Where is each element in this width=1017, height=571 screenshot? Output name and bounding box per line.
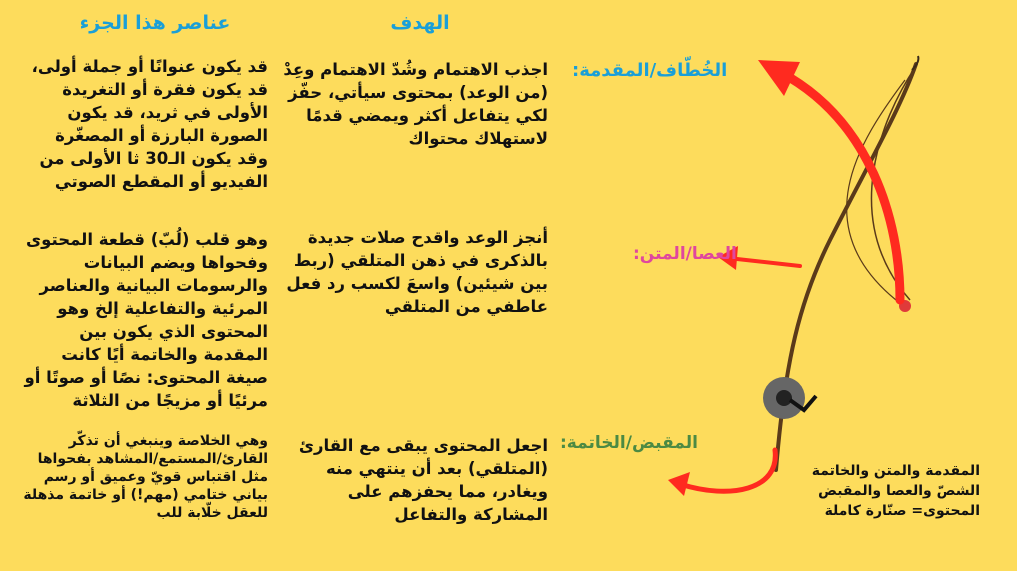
hook-label: الخُطّاف/المقدمة: [572,60,728,81]
rod-arrow-icon [728,258,800,266]
handle-label: المقبض/الخاتمة: [560,433,698,453]
reel-center [776,390,792,406]
hook-goal-text: اجذب الاهتمام وشُدّ الاهتمام وعِدْ (من الوعد) بمحتوى سيأتي، حفّز لكي يتفاعل أكثر ويمضي قدمًا لاستهلاك محتواك [283,60,548,148]
summary-text: المقدمة والمتن والخاتمة الشصّ والعصا والمقبض المحتوى= صنّارة كاملة [811,463,980,519]
elements-header: عناصر هذا الجزء [79,12,231,34]
handle-arrowhead [668,472,690,496]
hook-elements-text: قد يكون عنوانًا أو جملة أولى، قد يكون فقرة أو التغريدة الأولى في ثريد، قد يكون الصورة البارزة أو المصغّرة وقد يكون الـ30 ثا الأولى من الفيديو أو المقطع الصوتي [31,57,268,191]
rod-label: العصا/المتن: [633,244,737,264]
handle-arrow-icon [680,450,775,491]
handle-goal-text: اجعل المحتوى يبقى مع القارئ (المتلقي) بعد أن ينتهي منه ويغادر، مما يحفزهم على المشاركة والتفاعل [298,436,548,524]
goal-header: الهدف [390,12,450,34]
rod-goal-text: أنجز الوعد واقدح صلات جديدة بالذكرى في ذهن المتلقي (ربط بين شيئين) واسعَ لكسب رد فعل عاطفي من المتلقي [286,228,548,316]
handle-elements-text: وهي الخلاصة وينبغي أن تذكّر القارئ/المستمع/المشاهد بفحواها مثل اقتباس قويّ وعميق أو رسم بياني ختامي (مهم!) أو خاتمة مذهلة للعقل خلّابة للب [23,433,268,521]
rod-elements-text: وهو قلب (لُبّ) قطعة المحتوى وفحواها ويضم البيانات والرسومات البيانية والعناصر المرئية والتفاعلية إلخ وهو المحتوى الذي يكون بين المقدمة والخاتمة أيًا كانت صيغة المحتوى: نصًا أو صوتًا أو مرئيًا أو مزيجًا من الثلاثة [24,230,268,410]
